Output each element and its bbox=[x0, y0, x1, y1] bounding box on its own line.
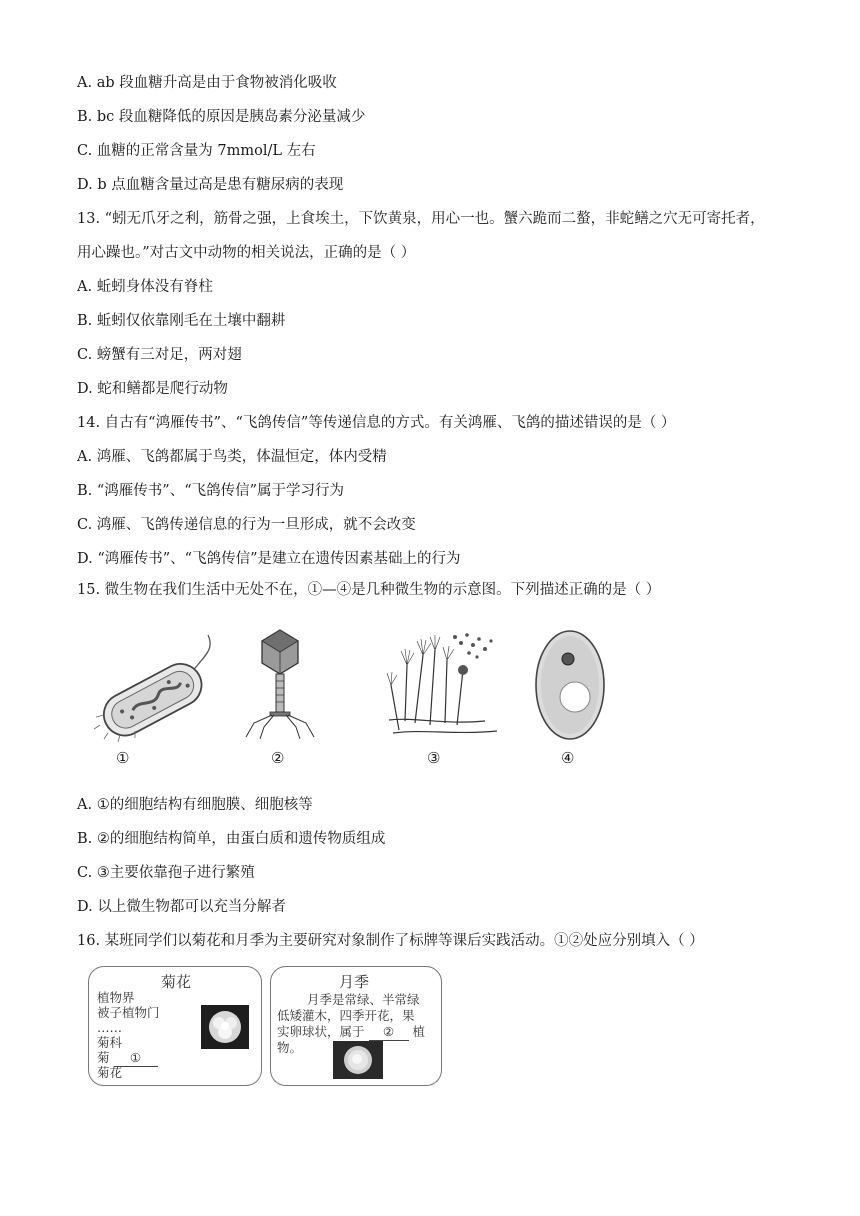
card-text-line: 物。 bbox=[277, 1040, 303, 1055]
blank-2: ② bbox=[369, 1023, 409, 1041]
yeast-illustration bbox=[530, 625, 610, 749]
card-text-line: 月季是常绿、半常绿 bbox=[307, 992, 420, 1007]
card-row: 菊花 bbox=[97, 1065, 123, 1080]
bacterium-illustration bbox=[90, 625, 220, 749]
question-15-stem: 15. 微生物在我们生活中无处不在，①—④是几种微生物的示意图。下列描述正确的是（ ） bbox=[77, 582, 661, 598]
card-text-part: 植 bbox=[412, 1024, 425, 1039]
option-d-q13: D. 蛇和鳝都是爬行动物 bbox=[77, 381, 228, 397]
chrysanthemum-card bbox=[88, 966, 262, 1086]
option-d-q15: D. 以上微生物都可以充当分解者 bbox=[77, 899, 286, 915]
mold-illustration bbox=[385, 625, 505, 749]
card-row: 被子植物门 bbox=[97, 1005, 160, 1020]
option-a-q13: A. 蚯蚓身体没有脊柱 bbox=[77, 279, 213, 295]
question-13-stem: 13. “蚓无爪牙之利，筋骨之强，上食埃土，下饮黄泉，用心一也。蟹六跪而二螯，非蛇鳝之穴无可寄托者， bbox=[77, 211, 765, 227]
figure-label-3: ③ bbox=[427, 749, 441, 767]
card-row: 菊 bbox=[97, 1050, 110, 1065]
figure-label-2: ② bbox=[271, 749, 285, 767]
option-b-q15: B. ②的细胞结构简单，由蛋白质和遗传物质组成 bbox=[77, 831, 386, 847]
card-row: 菊科 bbox=[97, 1035, 123, 1050]
card-row: …… bbox=[97, 1020, 122, 1035]
question-16-stem: 16. 某班同学们以菊花和月季为主要研究对象制作了标牌等课后实践活动。①②处应分别填入（ ） bbox=[77, 933, 704, 949]
microorganism-figure bbox=[90, 625, 650, 775]
option-c-q13: C. 螃蟹有三对足，两对翅 bbox=[77, 347, 242, 363]
card-text-part: 实卵球状，属于 bbox=[277, 1024, 365, 1039]
option-a-q15: A. ①的细胞结构有细胞膜、细胞核等 bbox=[77, 797, 313, 813]
figure-label-4: ④ bbox=[561, 749, 575, 767]
option-d-q12: D. b 点血糖含量过高是患有糖尿病的表现 bbox=[77, 177, 344, 193]
option-a-q14: A. 鸿雁、飞鸽都属于鸟类，体温恒定，体内受精 bbox=[77, 449, 387, 465]
figure-label-1: ① bbox=[116, 749, 130, 767]
blank-1: ① bbox=[114, 1049, 158, 1067]
chrysanthemum-photo bbox=[201, 1005, 249, 1049]
card-text-line: 低矮灌木，四季开花，果 bbox=[277, 1008, 415, 1023]
option-b-q12: B. bc 段血糖降低的原因是胰岛素分泌量减少 bbox=[77, 109, 366, 125]
option-a-q12: A. ab 段血糖升高是由于食物被消化吸收 bbox=[77, 75, 337, 91]
card-title: 菊花 bbox=[161, 973, 192, 991]
option-c-q12: C. 血糖的正常含量为 7mmol/L 左右 bbox=[77, 143, 316, 159]
question-13-stem-cont: 用心躁也。”对古文中动物的相关说法，正确的是（ ） bbox=[77, 245, 416, 261]
option-b-q14: B. “鸿雁传书”、“飞鸽传信”属于学习行为 bbox=[77, 483, 345, 499]
option-d-q14: D. “鸿雁传书”、“飞鸽传信”是建立在遗传因素基础上的行为 bbox=[77, 551, 461, 567]
virus-illustration bbox=[240, 625, 320, 749]
question-14-stem: 14. 自古有“鸿雁传书”、“飞鸽传信”等传递信息的方式。有关鸿雁、飞鸽的描述错误的是（ ） bbox=[77, 415, 676, 431]
china-rose-card bbox=[270, 966, 442, 1086]
card-row: 植物界 bbox=[97, 990, 135, 1005]
card-title: 月季 bbox=[339, 973, 370, 991]
option-b-q13: B. 蚯蚓仅依靠刚毛在土壤中翻耕 bbox=[77, 313, 286, 329]
rose-photo bbox=[333, 1041, 383, 1079]
option-c-q14: C. 鸿雁、飞鸽传递信息的行为一旦形成，就不会改变 bbox=[77, 517, 416, 533]
option-c-q15: C. ③主要依靠孢子进行繁殖 bbox=[77, 865, 255, 881]
